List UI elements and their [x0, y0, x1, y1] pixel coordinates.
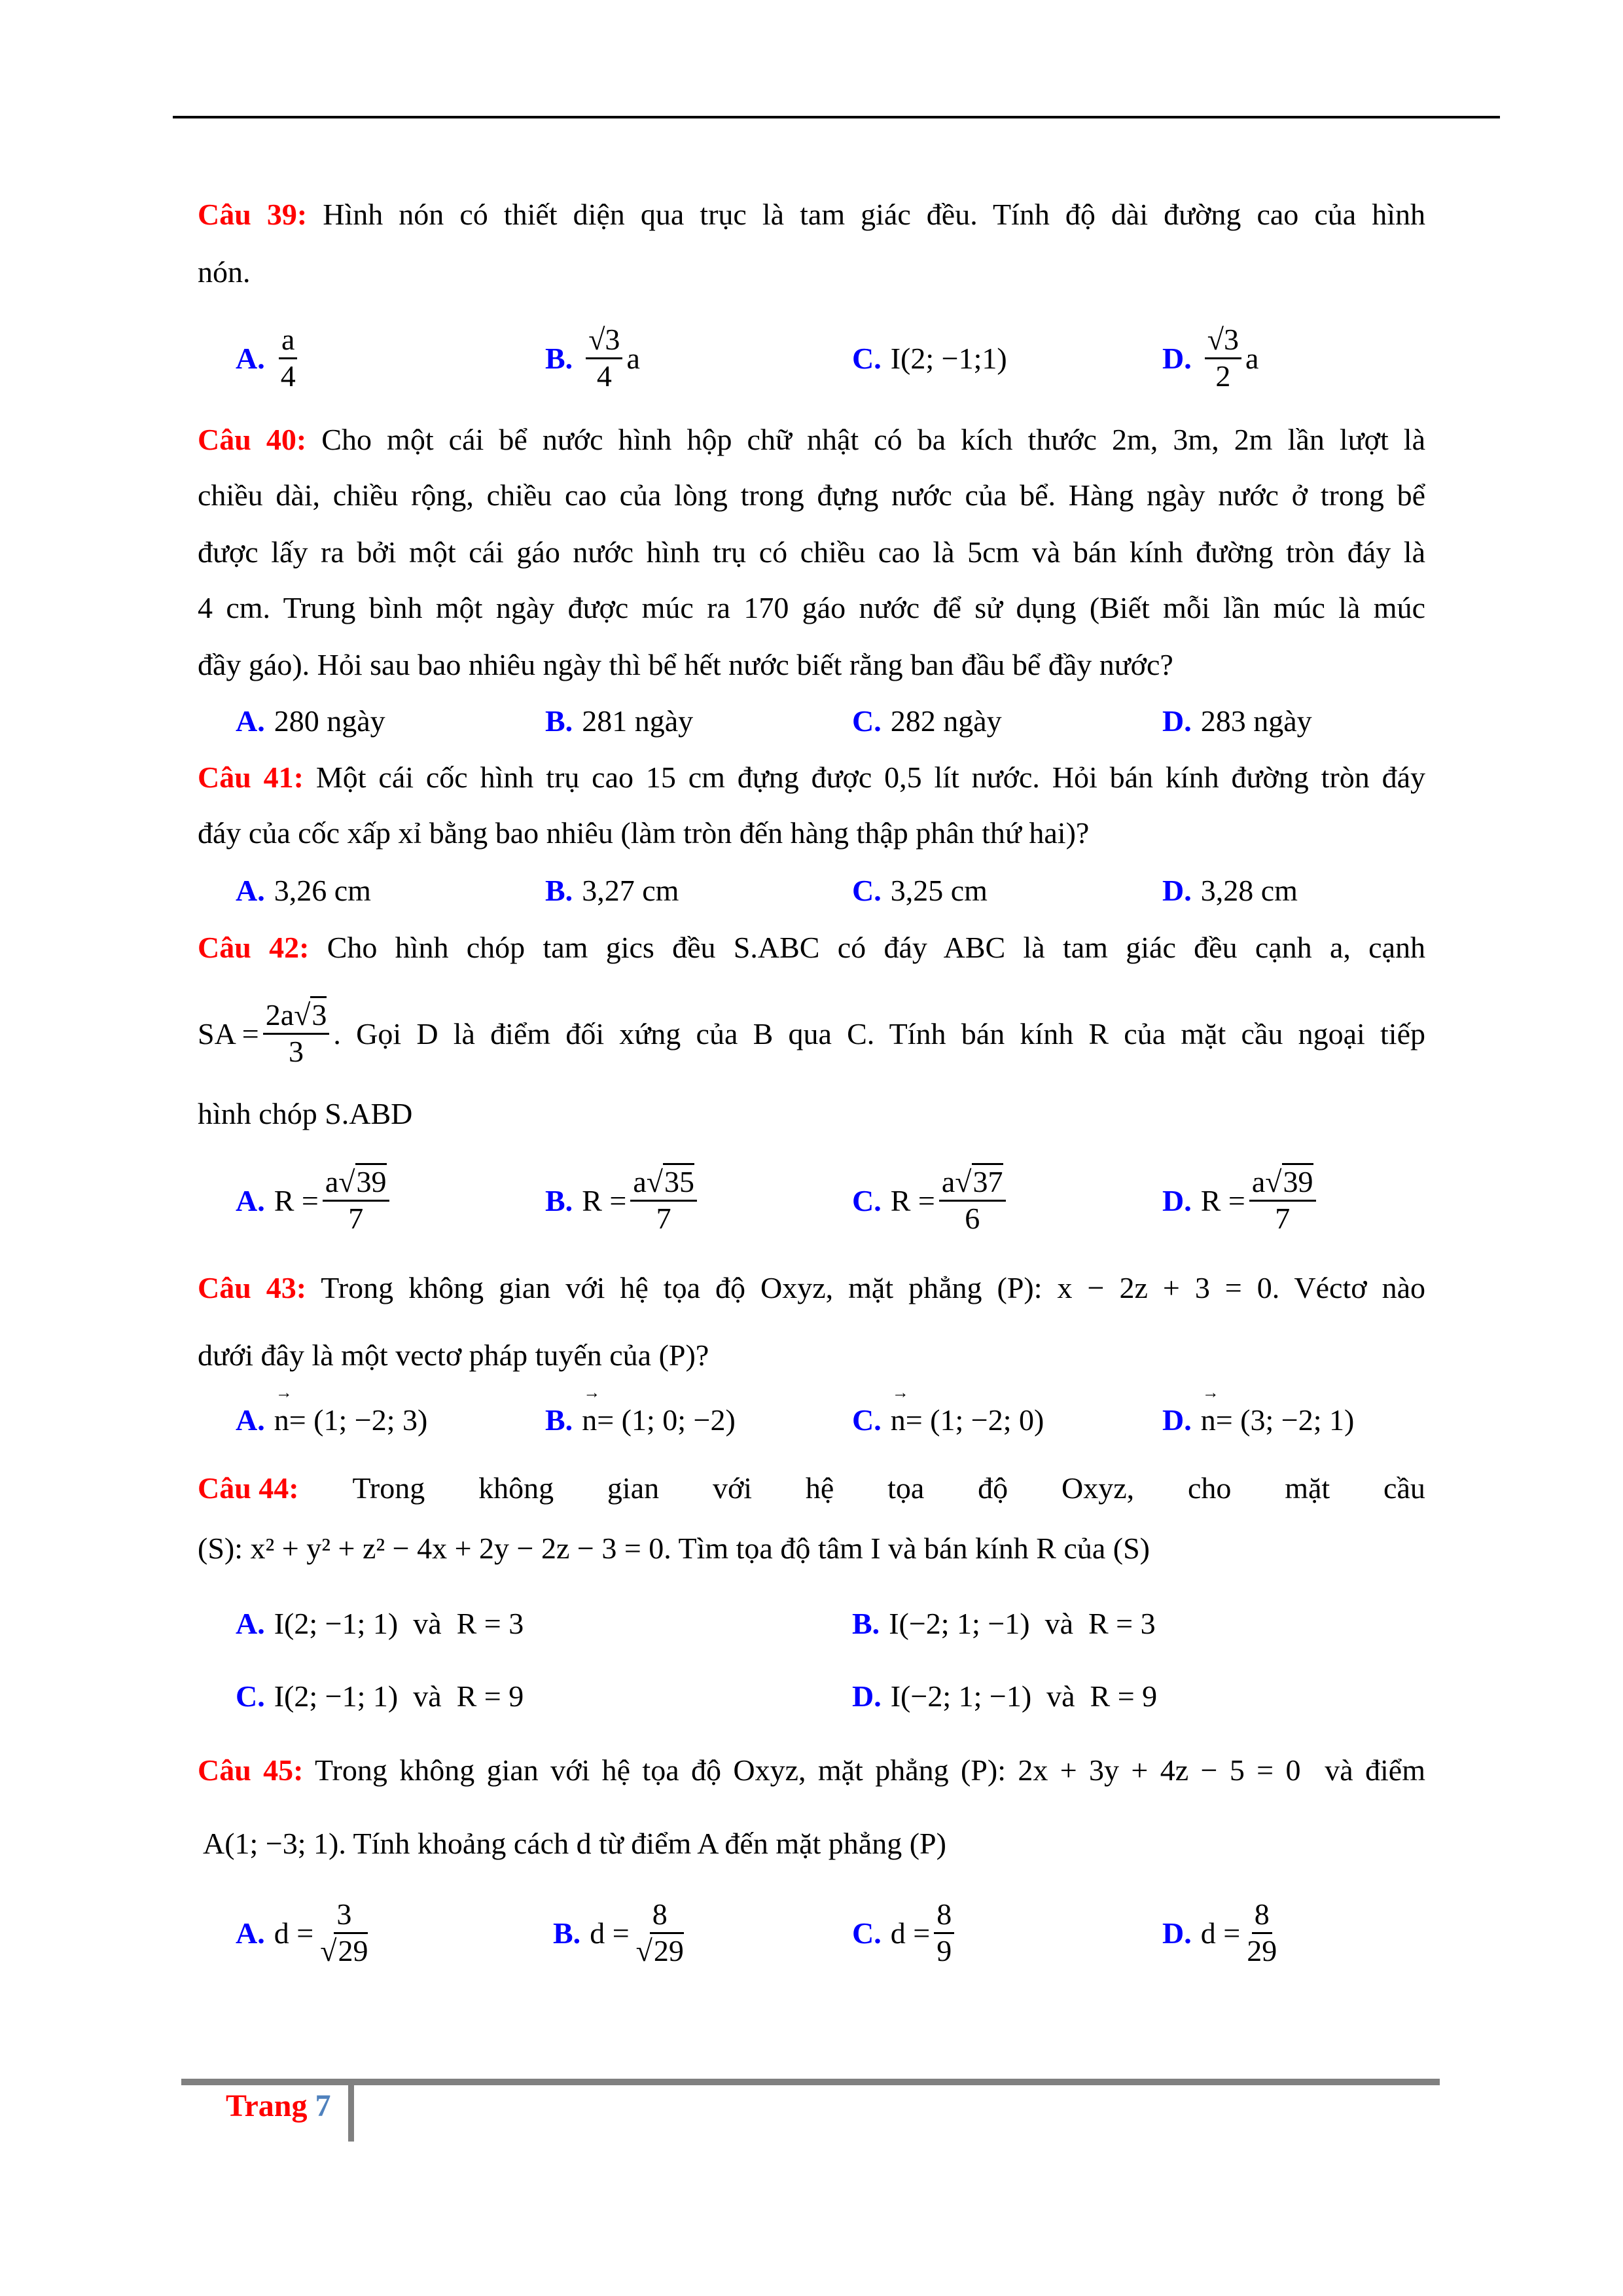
numerator: 2a√3	[263, 998, 330, 1035]
page-label: Trang	[226, 2089, 308, 2123]
word: với	[712, 1471, 753, 1505]
option-d[interactable]	[1162, 1374, 1354, 1465]
option-label: A.	[236, 1183, 265, 1217]
word: Oxyz,	[1061, 1471, 1135, 1505]
option-label: B.	[545, 873, 573, 907]
option-label: A.	[236, 1403, 265, 1437]
option-label: A.	[236, 341, 265, 375]
word: không	[478, 1471, 554, 1505]
question-44	[198, 1465, 1425, 1511]
option-a[interactable]	[236, 844, 371, 936]
option-c[interactable]	[852, 1155, 1010, 1246]
fraction	[1205, 323, 1241, 394]
question-39	[198, 192, 1425, 238]
question-text: Trong không gian với hệ tọa độ Oxyz, mặt phẳng (P): 2x + 3y + 4z − 5 = 0 và điểm	[315, 1753, 1425, 1787]
fraction	[934, 1897, 954, 1969]
question-text: đáy của cốc xấp xỉ bằng bao nhiêu (làm tròn đến hàng thập phân thứ hai)?	[198, 816, 1090, 850]
option-a[interactable]	[236, 675, 385, 766]
option-text: 281 ngày	[582, 704, 694, 738]
option-d[interactable]	[852, 1650, 1157, 1742]
question-label: Câu 44:	[198, 1471, 299, 1505]
question-text: (S): x² + y² + z² − 4x + 2y − 2z − 3 = 0. Tìm tọa độ tâm I và bán kính R của (S)	[198, 1532, 1150, 1565]
option-text: 280 ngày	[274, 704, 385, 738]
option-text: d =	[1200, 1916, 1241, 1950]
option-label: B.	[545, 1183, 573, 1217]
denominator: 4	[280, 359, 296, 393]
option-text: 283 ngày	[1200, 704, 1312, 738]
option-text: I(−2; 1; −1) và R = 3	[889, 1606, 1156, 1640]
option-d[interactable]	[1162, 312, 1258, 404]
question-42	[198, 925, 1425, 971]
option-label: D.	[1162, 704, 1192, 738]
denominator: 6	[965, 1201, 980, 1235]
word: cho	[1187, 1471, 1232, 1505]
formula-text: SA =	[198, 1016, 259, 1050]
option-text: = (3; −2; 1)	[1215, 1403, 1355, 1437]
question-label: Câu 43:	[198, 1271, 307, 1304]
option-d[interactable]	[1162, 1155, 1320, 1246]
q42-options	[0, 1155, 1623, 1246]
option-b[interactable]	[553, 1887, 690, 1979]
fraction	[586, 323, 622, 394]
radicand: 39	[355, 1163, 387, 1198]
fraction	[630, 1165, 697, 1236]
option-b[interactable]	[545, 1155, 701, 1246]
radicand: 29	[336, 1932, 368, 1967]
option-label: C.	[236, 1679, 265, 1713]
option-label: C.	[852, 1183, 882, 1217]
coefficient: a	[633, 1164, 647, 1198]
option-text: = (1; −2; 3)	[289, 1403, 428, 1437]
question-text: đầy gáo). Hỏi sau bao nhiêu ngày thì bể hết nước biết rằng ban đầu bể đầy nước?	[198, 648, 1173, 681]
footer-divider	[348, 2085, 354, 2142]
question-text: . Gọi D là điểm đối xứng của B qua C. Tính bán kính R của mặt cầu ngoại tiếp	[333, 1016, 1425, 1050]
option-d[interactable]	[1162, 1887, 1283, 1979]
page-number	[226, 2088, 330, 2124]
option-text: a	[626, 341, 640, 375]
numerator: √3	[1205, 323, 1241, 359]
option-c[interactable]	[852, 844, 988, 936]
option-label: C.	[852, 1916, 882, 1950]
option-label: D.	[852, 1679, 882, 1713]
numerator: 8	[650, 1897, 670, 1934]
numerator: a√35	[630, 1165, 697, 1202]
question-text: nón.	[198, 255, 251, 289]
q43-options	[0, 1374, 1623, 1465]
question-text: 4 cm. Trung bình một ngày được múc ra 170 gáo nước để sử dụng (Biết mỗi lần múc là múc	[198, 591, 1425, 624]
coefficient: a	[325, 1164, 339, 1198]
option-b[interactable]	[545, 675, 693, 766]
vector-symbol: → n	[274, 1403, 289, 1437]
question-45	[198, 1748, 1425, 1793]
option-text: R =	[582, 1183, 627, 1217]
vector-symbol: → n	[891, 1403, 906, 1437]
option-text: R =	[274, 1183, 319, 1217]
option-c[interactable]	[852, 675, 1002, 766]
question-text: chiều dài, chiều rộng, chiều cao của lòng trong đựng nước của bể. Hàng ngày nước ở trong bể	[198, 478, 1425, 512]
page-number-value: 7	[315, 2089, 331, 2123]
option-c[interactable]	[236, 1650, 524, 1742]
option-text: 282 ngày	[890, 704, 1002, 738]
option-label: C.	[852, 873, 882, 907]
option-text: 3,26 cm	[274, 873, 371, 907]
option-text: R =	[1200, 1183, 1245, 1217]
fraction	[1249, 1165, 1316, 1236]
denominator: √29	[317, 1934, 370, 1969]
option-b[interactable]	[545, 312, 640, 404]
word: gian	[607, 1471, 660, 1505]
question-text: Cho hình chóp tam gics đều S.ABC có đáy ABC là tam giác đều cạnh a, cạnh	[327, 931, 1426, 964]
option-label: D.	[1162, 1183, 1192, 1217]
option-label: C.	[852, 1403, 882, 1437]
option-d[interactable]	[1162, 675, 1312, 766]
word: cầu	[1383, 1471, 1425, 1505]
footer-rule	[181, 2079, 1440, 2085]
radicand: 37	[972, 1163, 1003, 1198]
option-a[interactable]	[236, 1374, 427, 1465]
radicand: 29	[652, 1932, 684, 1967]
option-label: C.	[852, 704, 882, 738]
option-label: A.	[236, 1606, 265, 1640]
question-text: Hình nón có thiết diện qua trục là tam giác đều. Tính độ dài đường cao của hình	[323, 198, 1426, 231]
numerator: a√39	[1249, 1165, 1316, 1202]
denominator: 29	[1247, 1933, 1277, 1967]
q45-options	[0, 1887, 1623, 1979]
option-a[interactable]	[236, 1155, 393, 1246]
radicand: 39	[1282, 1163, 1313, 1198]
option-text: I(2; −1; 1) và R = 9	[274, 1679, 524, 1713]
option-text: d =	[890, 1916, 931, 1950]
coefficient: a	[1251, 1164, 1266, 1198]
denominator: 4	[596, 359, 612, 393]
word: Trong	[352, 1471, 425, 1505]
numerator: 8	[934, 1897, 954, 1934]
denominator: 3	[289, 1034, 304, 1068]
coefficient: 2a	[265, 997, 294, 1031]
option-text: = (1; −2; 0)	[905, 1403, 1044, 1437]
option-text: I(2; −1;1)	[890, 341, 1007, 375]
option-c[interactable]	[852, 312, 1007, 404]
fraction	[633, 1897, 687, 1969]
q41-options	[0, 844, 1623, 936]
denominator: 2	[1215, 359, 1231, 393]
option-text: d =	[274, 1916, 314, 1950]
option-text: I(2; −1; 1) và R = 3	[274, 1606, 524, 1640]
q44-options-row2	[0, 1650, 1623, 1742]
question-text: Cho một cái bể nước hình hộp chữ nhật có ba kích thước 2m, 3m, 2m lần lượt là	[321, 423, 1425, 456]
option-b[interactable]	[545, 844, 679, 936]
option-text: a	[1245, 341, 1259, 375]
fraction	[323, 1165, 389, 1236]
option-label: B.	[545, 341, 573, 375]
numerator: a√39	[323, 1165, 389, 1202]
numerator: √3	[586, 323, 622, 359]
question-text: Trong không gian với hệ tọa độ Oxyz, mặt phẳng (P): x − 2z + 3 = 0. Véctơ nào	[321, 1271, 1425, 1304]
option-a[interactable]	[236, 1887, 374, 1979]
question-label: Câu 42:	[198, 931, 310, 964]
option-text: 3,27 cm	[582, 873, 679, 907]
word: độ	[978, 1471, 1008, 1505]
question-text: Một cái cốc hình trụ cao 15 cm đựng được 0,5 lít nước. Hỏi bán kính đường tròn đáy	[315, 761, 1426, 794]
option-c[interactable]	[852, 1887, 958, 1979]
option-text: d =	[590, 1916, 630, 1950]
question-text: được lấy ra bởi một cái gáo nước hình trụ có chiều cao là 5cm và bán kính đường tròn đáy là	[198, 535, 1425, 569]
question-label: Câu 40:	[198, 423, 307, 456]
option-label: A.	[236, 1916, 265, 1950]
word: hệ	[805, 1471, 834, 1505]
radicand: 35	[663, 1163, 694, 1198]
option-text: 3,25 cm	[890, 873, 988, 907]
fraction	[317, 1897, 370, 1969]
radicand: 3	[310, 996, 327, 1031]
q40-options	[0, 675, 1623, 766]
question-text: A(1; −3; 1). Tính khoảng cách d từ điểm A đến mặt phẳng (P)	[203, 1827, 946, 1860]
numerator: 3	[334, 1897, 354, 1934]
option-label: B.	[545, 1403, 573, 1437]
option-text: = (1; 0; −2)	[597, 1403, 736, 1437]
question-40	[198, 417, 1425, 463]
vector-symbol: → n	[582, 1403, 597, 1437]
option-label: D.	[1162, 1403, 1192, 1437]
fraction	[263, 998, 330, 1069]
option-text: 3,28 cm	[1200, 873, 1298, 907]
denominator: √29	[633, 1934, 687, 1969]
fraction	[278, 323, 298, 394]
option-label: D.	[1162, 873, 1192, 907]
question-text: hình chóp S.ABD	[198, 1097, 413, 1130]
option-label: A.	[236, 873, 265, 907]
numerator: a√37	[939, 1165, 1006, 1202]
question-label: Câu 39:	[198, 198, 308, 231]
denominator: 7	[348, 1201, 364, 1235]
option-label: C.	[852, 341, 882, 375]
numerator: 8	[1252, 1897, 1272, 1934]
denominator: 7	[1275, 1201, 1291, 1235]
option-label: D.	[1162, 1916, 1192, 1950]
option-label: D.	[1162, 341, 1192, 375]
word: mặt	[1285, 1471, 1330, 1505]
question-43	[198, 1265, 1425, 1311]
option-label: B.	[553, 1916, 581, 1950]
fraction	[939, 1165, 1006, 1236]
option-label: B.	[852, 1606, 880, 1640]
option-label: B.	[545, 704, 573, 738]
denominator: 7	[656, 1201, 671, 1235]
option-c[interactable]	[852, 1374, 1044, 1465]
option-label: A.	[236, 704, 265, 738]
question-label: Câu 45:	[198, 1753, 304, 1787]
word: tọa	[887, 1471, 925, 1505]
option-text: R =	[890, 1183, 935, 1217]
denominator: 9	[936, 1933, 952, 1967]
option-d[interactable]	[1162, 844, 1298, 936]
q39-options	[0, 312, 1623, 404]
question-42-formula-line	[198, 988, 1425, 1079]
option-b[interactable]	[545, 1374, 736, 1465]
option-a[interactable]	[236, 312, 302, 404]
question-label: Câu 41:	[198, 761, 304, 794]
coefficient: a	[941, 1164, 955, 1198]
fraction	[1244, 1897, 1279, 1969]
question-text: dưới đây là một vectơ pháp tuyến của (P)?	[198, 1338, 709, 1372]
vector-symbol: → n	[1201, 1403, 1216, 1437]
question-41	[198, 755, 1425, 800]
numerator: a	[279, 323, 297, 359]
option-text: I(−2; 1; −1) và R = 9	[890, 1679, 1158, 1713]
header-rule	[173, 116, 1500, 118]
